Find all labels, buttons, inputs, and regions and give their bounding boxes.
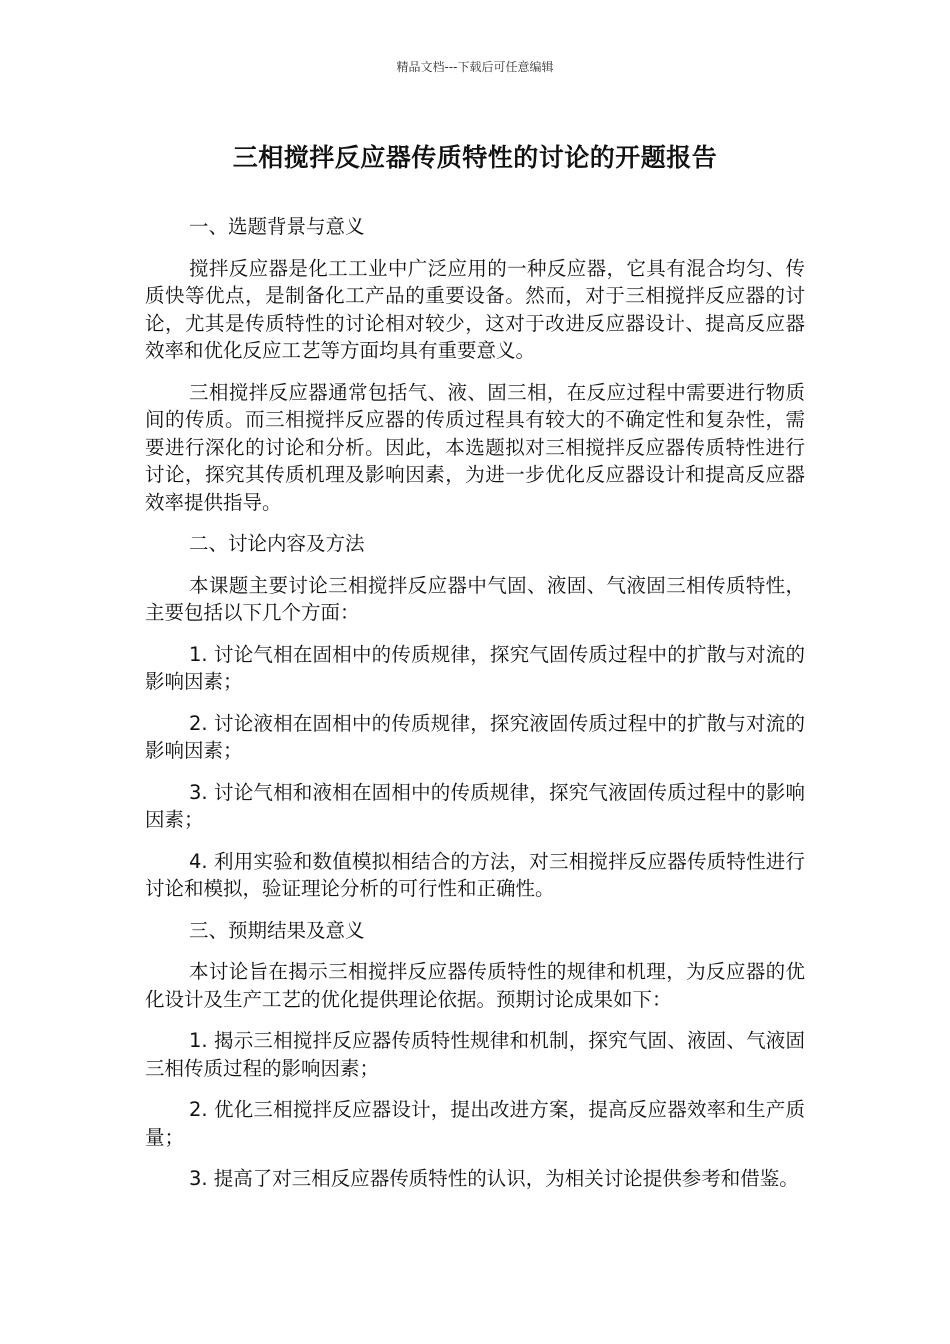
list-item-results-1: 1. 揭示三相搅拌反应器传质特性规律和机制，探究气固、液固、气液固三相传质过程的影响因素； [145, 1029, 805, 1080]
list-item-results-2: 2. 优化三相搅拌反应器设计，提出改进方案，提高反应器效率和生产质量； [145, 1098, 805, 1149]
paragraph-background-2: 三相搅拌反应器通常包括气、液、固三相，在反应过程中需要进行物质间的传质。而三相搅拌反应器的传质过程具有较大的不确定性和复杂性，需要进行深化的讨论和分析。因此，本选题拟对三相搅拌反应器传质特性进行讨论，探究其传质机理及影响因素，为进一步优化反应器设计和提高反应器效率提供指导。 [145, 380, 805, 514]
paragraph-content-intro: 本课题主要讨论三相搅拌反应器中气固、液固、气液固三相传质特性，主要包括以下几个方面： [145, 573, 805, 624]
section-heading-background: 一、选题背景与意义 [189, 215, 365, 238]
paragraph-background-1: 搅拌反应器是化工工业中广泛应用的一种反应器，它具有混合均匀、传质快等优点，是制备化工产品的重要设备。然而，对于三相搅拌反应器的讨论，尤其是传质特性的讨论相对较少，这对于改进反应器设计、提高反应器效率和优化反应工艺等方面均具有重要意义。 [145, 256, 805, 362]
list-item-content-4: 4. 利用实验和数值模拟相结合的方法，对三相搅拌反应器传质特性进行讨论和模拟，验证理论分析的可行性和正确性。 [145, 849, 805, 900]
list-item-content-2: 2. 讨论液相在固相中的传质规律，探究液固传质过程中的扩散与对流的影响因素； [145, 711, 805, 762]
list-item-content-3: 3. 讨论气相和液相在固相中的传质规律，探究气液固传质过程中的影响因素； [145, 780, 805, 831]
section-heading-content-method: 二、讨论内容及方法 [189, 532, 365, 555]
paragraph-results-intro: 本讨论旨在揭示三相搅拌反应器传质特性的规律和机理，为反应器的优化设计及生产工艺的优化提供理论依据。预期讨论成果如下： [145, 960, 805, 1011]
list-item-content-1: 1. 讨论气相在固相中的传质规律，探究气固传质过程中的扩散与对流的影响因素； [145, 642, 805, 693]
document-title: 三相搅拌反应器传质特性的讨论的开题报告 [232, 143, 718, 172]
document-body [145, 213, 805, 1207]
list-item-results-3: 3. 提高了对三相反应器传质特性的认识，为相关讨论提供参考和借鉴。 [189, 1167, 799, 1190]
section-heading-expected-results: 三、预期结果及意义 [189, 918, 365, 942]
page-header-note: 精品文档---下载后可任意编辑 [396, 60, 554, 74]
